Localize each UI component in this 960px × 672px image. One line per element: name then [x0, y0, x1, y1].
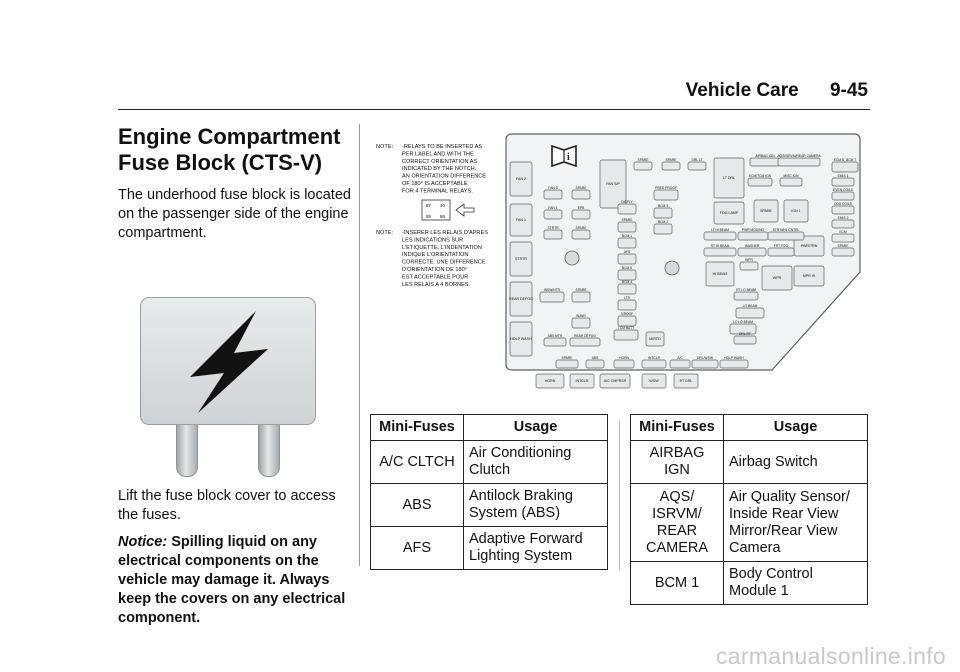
fuse-slot-label: ECM/TCM IGN [748, 173, 772, 178]
fuse-slot [662, 162, 680, 170]
fuse-slot-label: LT HI BEAM [710, 227, 730, 232]
fuse-slot-label: DRL RT [739, 331, 751, 336]
note-en-line: FOR 4 TERMINAL RELAYS. [402, 188, 473, 195]
fuse-slot-label: HORN [619, 355, 629, 360]
fuse-slot-label: ABS [591, 355, 599, 360]
fuse-slot-label: ECM [839, 229, 847, 234]
header-mini-fuses: Mini-Fuses [631, 415, 724, 441]
note-fr-line: LES RELAIS A 4 BORNES. [402, 281, 471, 288]
table-header-row [631, 415, 868, 441]
fuse-slot [544, 190, 562, 199]
notice-text: Spilling liquid on any electrical components on the vehicle may damage it. Always keep the covers on any electrical component. [118, 534, 346, 626]
mini-fuse-table-1 [370, 414, 608, 570]
relay-pin-label: 87 [426, 203, 432, 208]
fuse-slot-label: EMIS 2 [837, 215, 849, 220]
relay-symbol-icon [422, 200, 474, 220]
fuse-slot [654, 224, 672, 234]
column-divider [359, 124, 360, 566]
fuse-slot [734, 292, 758, 300]
section-title-line-2: Fuse Block (CTS-V) [118, 150, 323, 175]
fuse-slot [586, 360, 604, 368]
notice-paragraph [118, 533, 358, 628]
fuse-code: AQS/ ISRVM/ REAR CAMERA [631, 484, 724, 562]
note-fr-line: CORRECTE. UNE DIFFERENCE [402, 259, 486, 266]
fuse-block-diagram [374, 132, 862, 404]
table-row [631, 441, 868, 484]
fuse-slot [614, 330, 638, 340]
fuse-slot [642, 360, 666, 368]
note-fr-line: EST ACCEPTABLE POUR [402, 274, 469, 281]
fuse-slot-label: FAN S/P [606, 182, 620, 187]
fuse-slot-label: A/C CMPRSR [603, 379, 627, 384]
fuse-slot [750, 158, 780, 166]
fuse-slot-label: AQS/ISRVM/REAR CAMERA [777, 153, 821, 158]
relay-pin-label: 30 [440, 203, 446, 208]
fuse-slot-label: PWR MODING [741, 227, 765, 232]
fuse-slot-label: DISPLY [621, 199, 633, 204]
fuse-slot [618, 204, 636, 214]
fuse-slot [572, 190, 590, 199]
table-row [371, 527, 608, 570]
fuse-slot-label: BCM 1 [621, 233, 633, 238]
fuse-slot-label: SPARE [575, 287, 587, 292]
fuse-usage: Air Conditioning Clutch [464, 441, 608, 484]
fuse-slot [544, 210, 562, 219]
fuse-slot-label: BCM 5 [621, 265, 633, 270]
relay-pin-label: 85 [426, 214, 432, 219]
fuse-slot [832, 162, 858, 172]
fuse-slot-label: STRTR [515, 257, 527, 262]
fuse-code: A/C CLTCH [371, 441, 464, 484]
fuse-slot-label: EPB [577, 205, 585, 210]
fuse-slot [572, 292, 590, 302]
fuse-slot-label: BCM 4 [621, 279, 633, 284]
mounting-bolt-left [565, 251, 579, 265]
mini-fuse-table-2 [630, 414, 868, 605]
header-usage: Usage [724, 415, 868, 441]
note-en-line: INDICATED BY THE NOTCH. [402, 166, 477, 173]
fuse-slot [738, 248, 766, 256]
fuse-slot [832, 206, 854, 214]
fuse-slot [618, 254, 636, 264]
fuse-slot-label: LTR [624, 295, 630, 300]
fuse-slot-label: SPARE [637, 157, 649, 162]
fuse-slot-label: DRL/WSW [697, 355, 713, 360]
fuse-slot-label: BLWR [576, 313, 586, 318]
fuse-slot-label: LO BEAM [742, 303, 758, 308]
relay-pin-label: 86 [440, 214, 446, 219]
fuse-slot-label: REAR DEFOG [574, 333, 596, 338]
fuse-slot [544, 338, 566, 346]
fuse-slot [832, 248, 854, 256]
fuse-slot [572, 210, 590, 219]
note-fr [402, 230, 488, 288]
note-en-line: CORRECT ORIENTATION AS [402, 158, 478, 165]
fuse-slot-label: HDLP WASH [510, 337, 532, 342]
table-row [631, 484, 868, 562]
fuse-slot-label: AIRBAG IGN [755, 153, 775, 158]
fuse-slot-label: LT DRL [722, 176, 736, 181]
fuse-slot-label: S/ROOF [620, 311, 634, 316]
fuse-slot [704, 248, 736, 256]
fuse-slot-label: AFS [623, 249, 631, 254]
fuse-slot-label: ECM B, BCM 7 [833, 157, 857, 162]
fuse-slot-label: HORN [544, 379, 556, 384]
fuse-code: AFS [371, 527, 464, 570]
fuse-slot-label: PRED PROOF [655, 185, 677, 190]
fuse-slot [670, 360, 690, 368]
fuse-slot [634, 162, 652, 170]
fuse-slot-label: A/C [677, 355, 683, 360]
note-en-line: AN ORIENTATION DIFFERENCE [402, 173, 487, 180]
mounting-bolt-right [665, 261, 679, 275]
fuse-usage: Antilock Braking System (ABS) [464, 484, 608, 527]
fuse-slot-label: MPR HI [802, 274, 816, 279]
fuse-slot-label: EMIS 1 [837, 173, 849, 178]
table-row [371, 441, 608, 484]
fuse-slot [618, 316, 636, 326]
header-rule [118, 109, 870, 110]
fuse-slot-label: ABS MTR [547, 333, 563, 338]
fuse-slot [780, 178, 802, 186]
fuse-slot [740, 262, 758, 270]
fuse-slot [654, 190, 678, 200]
fuse-slot-label: FRT FOG [773, 243, 789, 248]
header-usage: Usage [464, 415, 608, 441]
note-en-line: OF 180° IS ACCEPTABLE [402, 181, 468, 187]
arrow-left-icon [456, 204, 474, 216]
fuse-usage: Body Control Module 1 [724, 562, 868, 605]
intro-paragraph: The underhood fuse block is located on the passenger side of the engine compartment. [118, 187, 351, 241]
fuse-usage: Airbag Switch [724, 441, 868, 484]
fuse-slot-label: PWR/TRN [800, 244, 818, 249]
fuse-slot-label: FAN 2 [516, 177, 526, 182]
fuse-slot-label: WSW/HTR [543, 287, 561, 292]
fuse-slot-label: MISC IGN [783, 173, 799, 178]
fuse-slot-label: FAN 3 [548, 185, 558, 190]
fuse-slot-label: RT DRL [679, 379, 693, 384]
fuse-slot [692, 360, 718, 368]
fuse-slot-label: WASHER [744, 243, 760, 248]
table-row [371, 484, 608, 527]
fuse-slot-label: RT LO BEAM [736, 287, 756, 292]
fuse-slot-label: WPR [772, 276, 782, 281]
fuse-slot-label: HDLP WASH [724, 355, 744, 360]
fuse-slot-label: WPR [745, 257, 753, 262]
fuse-code: BCM 1 [631, 562, 724, 605]
fuse-slot [654, 208, 672, 218]
fuse-slot [734, 336, 756, 344]
fuse-slot [738, 232, 768, 240]
fuse-slot-label: IGN 1 [791, 209, 801, 214]
note-fr-line: -INSERER LES RELAIS D'APRES [402, 230, 488, 236]
note-fr-line: LES INDICATIONS SUR [402, 237, 464, 244]
fuse-slot-label: SPARE [575, 185, 587, 190]
fuse-slot-label: FOG LAMP [719, 211, 739, 216]
fuse-slot-label: INTCLR [575, 379, 589, 384]
note-en-label: NOTE: [376, 144, 394, 150]
fuse-slot [768, 248, 794, 256]
fuse-slot-label: SPARE [665, 157, 677, 162]
fuse-code: AIRBAG IGN [631, 441, 724, 484]
fuse-slot [768, 232, 804, 240]
fuse-prong-right [258, 419, 280, 477]
fuse-slot [618, 300, 636, 310]
fuse-slot-label: MIRTO [649, 337, 661, 342]
fuse-slot [720, 360, 748, 368]
section-name: Vehicle Care [685, 80, 799, 101]
fuse-slot-label: BCM 2 [657, 219, 669, 224]
fuse-slot-label: STR WHL CNTRL [772, 227, 800, 232]
access-paragraph: Lift the fuse block cover to access the fuses. [118, 488, 336, 523]
fuse-slot-label: HI BEAM [712, 272, 728, 277]
fuse-slot-label: FAN 1 [548, 205, 558, 210]
fuse-slot-label: SPARE [621, 217, 633, 222]
fuse-slot [748, 178, 772, 186]
fuse-slot [736, 308, 764, 318]
fuse-slot [618, 238, 636, 248]
fuse-slot-label: EVEN COILS [833, 187, 853, 192]
fuse-slot [832, 234, 854, 242]
note-fr-line: D'ORIENTATION DE 180° [402, 267, 467, 273]
fuse-usage: Air Quality Sensor/ Inside Rear View Mirror/Rear View Camera [724, 484, 868, 562]
note-fr-line: L'ETIQUETTE. L'INDENTATION [402, 244, 482, 251]
fuse-slot-label: DRL LT [691, 157, 703, 162]
header-mini-fuses: Mini-Fuses [371, 415, 464, 441]
fuse-slot [832, 178, 854, 186]
fuse-slot [614, 360, 634, 368]
fuse-slot [572, 318, 590, 328]
watermark: carmanualsonline.info [715, 643, 946, 669]
fuse-slot-label: STRTR [547, 225, 559, 230]
fuse-slot [778, 158, 820, 166]
fuse-slot-label: ODD COILS [833, 201, 853, 206]
fuse-slot-label: RT HI BEAM [710, 243, 730, 248]
fuse-slot-label: BCM 3 [657, 203, 669, 208]
note-en-line: PER LABEL AND WITH THE [402, 151, 474, 158]
svg-text:i: i [567, 152, 570, 163]
fuse-slot [618, 222, 636, 232]
notice-label: Notice: [118, 534, 168, 550]
fuse-slot [556, 360, 578, 368]
note-en-line: -RELAYS TO BE INSERTED AS [402, 144, 483, 150]
fuse-slot-label: TCM BATT [617, 325, 635, 330]
fuse-usage: Adaptive Forward Lighting System [464, 527, 608, 570]
fuse-slot [572, 230, 590, 239]
note-fr-label: NOTE: [376, 230, 394, 236]
fuse-slot [544, 230, 562, 239]
fuse-slot [832, 192, 854, 200]
fuse-illustration [140, 297, 316, 477]
fuse-slot-label: SPARE [760, 209, 772, 214]
fuse-slot-label: WSW [649, 379, 659, 384]
fuse-prong-left [176, 419, 198, 477]
fuse-slot-label: FAN 1 [516, 218, 526, 223]
fuse-slot [832, 220, 854, 228]
fuse-slot [618, 284, 636, 294]
fuse-slot-label: REAR DEFOG [509, 297, 533, 302]
fuse-slot [570, 338, 600, 346]
note-fr-line: INDIQUE L'ORIENTATION [402, 252, 469, 259]
left-column [118, 124, 358, 628]
fuse-slot-label: LO LO BEAM [733, 319, 753, 324]
running-header [686, 80, 868, 102]
fuse-slot-label: SPARE [837, 243, 849, 248]
fuse-slot-label: SPARE [575, 225, 587, 230]
fuse-slot-label: SPARE [561, 355, 573, 360]
table-row [631, 562, 868, 605]
page-number: 9-45 [829, 80, 868, 101]
table-divider [619, 420, 620, 570]
lightning-bolt-icon [140, 297, 316, 425]
fuse-slot [704, 232, 736, 240]
fuse-slot [618, 270, 636, 280]
fuse-slot [688, 162, 706, 170]
section-title [118, 124, 358, 176]
section-title-line-1: Engine Compartment [118, 124, 341, 149]
fuse-slot-label: INTCLR [648, 355, 660, 360]
table-header-row [371, 415, 608, 441]
fuse-code: ABS [371, 484, 464, 527]
note-en [402, 144, 486, 194]
fuse-slot [540, 292, 564, 302]
